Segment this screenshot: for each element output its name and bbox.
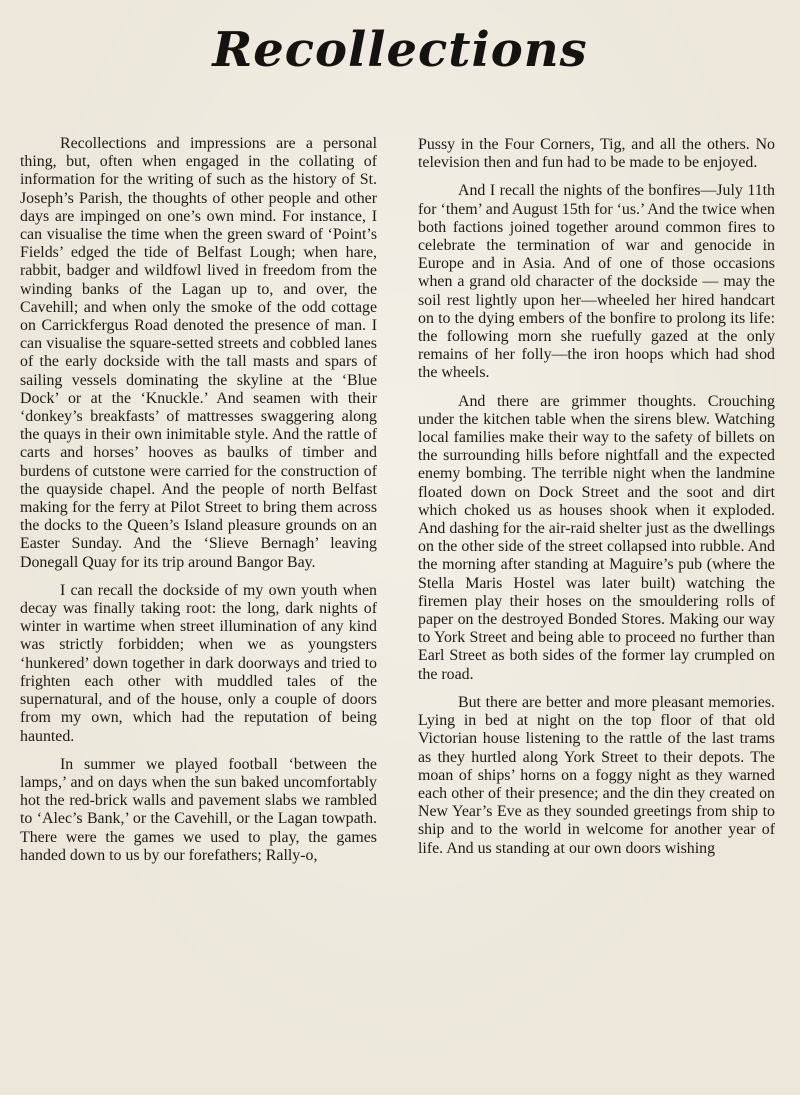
paragraph: I can recall the dockside of my own youth when decay was finally taking root: the long, dark nights of winter in wartime when street illumination of any kind was strictly forbidden; when we as youngsters ‘hunkered’ down together in dark doorways and tried to frighten each other with muddled tales of the supernatural, and of the house, only a couple of doors from my own, which had the reputation of being haunted. [20,581,377,745]
page-title: Recollections [212,22,588,78]
paragraph: And there are grimmer thoughts. Crouching under the kitchen table when the sirens blew. Watching local families make their way to the safety of billets on the surrounding hills before nightfall and the expected enemy bombing. The terrible night when the landmine floated down on Dock Street and the soot and dirt which choked us as houses shook when it exploded. And dashing for the air-raid shelter just as the dwellings on the other side of the street collapsed into rubble. And the morning after standing at Maguire’s pub (where the Stella Maris Hostel was later built) watching the firemen play their hoses on the smouldering rolls of paper on the destroyed Bonded Stores. Making our way to York Street and being able to proceed no further than Earl Street as both sides of the former lay crumpled on the road. [418,392,775,683]
paragraph: In summer we played football ‘between the lamps,’ and on days when the sun baked uncomfortably hot the red-brick walls and pavement slabs we rambled to ‘Alec’s Bank,’ or the Cavehill, or the Lagan towpath. There were the games we used to play, the games handed down to us by our forefathers; Rally-o, [20,755,377,864]
paragraph: Recollections and impressions are a personal thing, but, often when engaged in the collating of information for the writing of such as the history of St. Joseph’s Parish, the thoughts of other people and other days are impinged on one’s own mind. For instance, I can visualise the time when the green sward of ‘Point’s Fields’ edged the tide of Belfast Lough; when hare, rabbit, badger and wildfowl lived in freedom from the winding banks of the Lagan up to, and over, the Cavehill; and when only the smoke of the odd cottage on Carrickfergus Road denoted the presence of man. I can visualise the square-setted streets and cobbled lanes of the early dockside with the tall masts and spars of sailing vessels dominating the skyline at the ‘Blue Dock’ or at the ‘Knuckle.’ And seamen with their ‘donkey’s breakfasts’ of mattresses swaggering along the quays in their own inimitable style. And the rattle of carts and horses’ hooves as baulks of timber and burdens of cutstone were carried for the construction of the quayside chapel. And the people of north Belfast making for the ferry at Pilot Street to bring them across the docks to the Queen’s Island pleasure grounds on an Easter Sunday. And the ‘Slieve Bernagh’ leaving Donegall Quay for its trip around Bangor Bay. [20,135,377,571]
paragraph: Pussy in the Four Corners, Tig, and all the others. No television then and fun had to be made to be enjoyed. [418,136,775,172]
right-column [418,136,775,868]
paragraph: And I recall the nights of the bonfires—July 11th for ‘them’ and August 15th for ‘us.’ And the twice when both factions joined together around common fires to celebrate the termination of war and genocide in Europe and in Asia. And of one of those occasions when a grand old character of the dockside — may the soil rest lightly upon her—wheeled her hired handcart on to the dying embers of the bonfire to prolong its life: the following morn she ruefully gazed at the only remains of her folly—the iron hoops which had shod the wheels. [418,182,775,382]
paragraph: But there are better and more pleasant memories. Lying in bed at night on the top floor of that old Victorian house listening to the rattle of the last trams as they hurtled along York Street to their depots. The moan of ships’ horns on a foggy night as they warned each other of their presence; and the din they created on New Year’s Eve as they sounded greetings from ship to ship and to the world in welcome for another year of life. And us standing at our own doors wishing [418,693,775,857]
left-column [20,135,377,875]
